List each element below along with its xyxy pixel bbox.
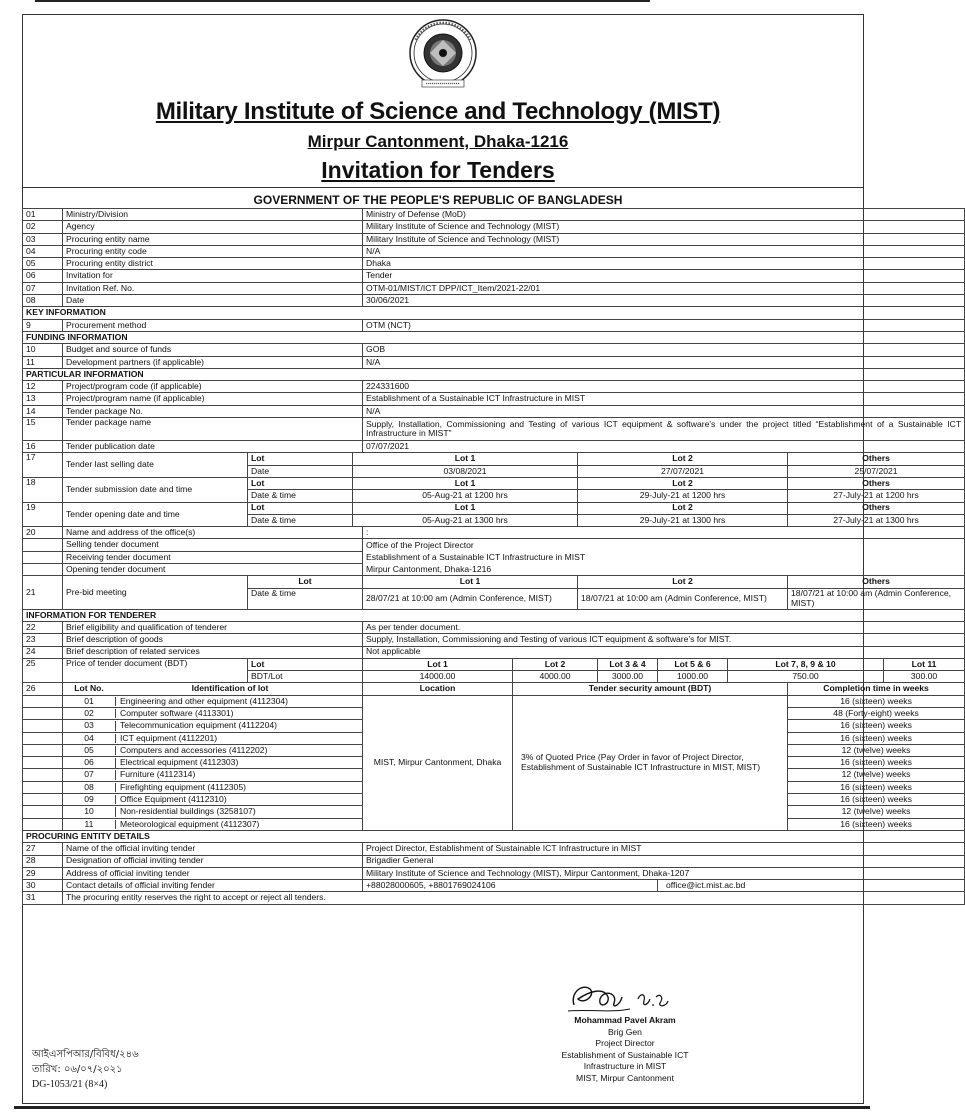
row-number: 05 <box>23 258 63 270</box>
table-cell <box>23 806 63 818</box>
row-label: Tender package name <box>63 418 363 441</box>
table-cell <box>23 551 63 563</box>
bottom-rule <box>14 1106 870 1109</box>
lot-ident: Telecommunication equipment (4112204) <box>120 720 278 731</box>
row-30 <box>23 880 965 892</box>
lot-weeks: 12 (twelve) weeks <box>788 769 965 781</box>
document-title: Invitation for Tenders <box>321 157 555 183</box>
section-heading: PROCURING ENTITY DETAILS <box>23 830 965 842</box>
price-value: 14000.00 <box>363 671 513 683</box>
row-value: N/A <box>363 405 965 417</box>
row-value: Establishment of a Sustainable ICT Infrastructure in MIST <box>363 393 965 405</box>
row-number: 29 <box>23 867 63 879</box>
row-number: 12 <box>23 381 63 393</box>
row-07 <box>23 282 965 294</box>
row-number: 20 <box>23 527 63 539</box>
lot-number: 11 <box>63 820 116 829</box>
section-funding-information <box>23 331 965 343</box>
table-cell <box>23 781 63 793</box>
row-10 <box>23 344 965 356</box>
row-label: Receiving tender document <box>63 551 363 563</box>
table-cell <box>63 732 363 744</box>
row-value: GOB <box>363 344 965 356</box>
lot-weeks: 16 (sixteen) weeks <box>788 818 965 830</box>
lot-number: 04 <box>63 734 116 743</box>
signatory-project-line2: Infrastructure in MIST <box>583 1061 667 1072</box>
price-value: 750.00 <box>728 671 884 683</box>
table-cell <box>23 769 63 781</box>
lot1-header: Lot 1 <box>353 502 578 514</box>
lot-number: 03 <box>63 721 116 730</box>
row-04 <box>23 245 965 257</box>
row-label: Name and address of the office(s) <box>63 527 363 539</box>
row-value: As per tender document. <box>363 621 965 633</box>
row-18-header <box>23 477 965 489</box>
lot-label: Lot <box>248 576 363 588</box>
row-label: Project/program code (if applicable) <box>63 381 363 393</box>
lot-weeks: 12 (twelve) weeks <box>788 806 965 818</box>
row-label: Project/program name (if applicable) <box>63 393 363 405</box>
row-label: Contact details of official inviting fender <box>63 880 363 892</box>
price-value: 1000.00 <box>658 671 728 683</box>
lot-ident: Meteorological equipment (4112307) <box>120 818 260 829</box>
row-05 <box>23 258 965 270</box>
row-number: 28 <box>23 855 63 867</box>
row-number: 06 <box>23 270 63 282</box>
row-label: Designation of official inviting tender <box>63 855 363 867</box>
row-number: 08 <box>23 295 63 307</box>
lot-ident: Electrical equipment (4112303) <box>120 757 239 768</box>
row-label: Ministry/Division <box>63 209 363 221</box>
header-divider <box>22 187 864 188</box>
table-cell <box>23 818 63 830</box>
government-heading: GOVERNMENT OF THE PEOPLE'S REPUBLIC OF BANGLADESH <box>253 193 623 207</box>
table-cell <box>23 695 63 707</box>
row-02 <box>23 221 965 233</box>
row-value: Military Institute of Science and Technology (MIST) <box>363 233 965 245</box>
row-label: Tender submission date and time <box>63 477 248 502</box>
sub-label: Date <box>248 465 353 477</box>
row-number: 24 <box>23 646 63 658</box>
row-number: 15 <box>23 418 63 441</box>
location-header: Location <box>363 683 513 695</box>
lot-number: 08 <box>63 783 116 792</box>
row-number: 31 <box>23 892 63 904</box>
row-label: Procurement method <box>63 319 363 331</box>
row-label: Brief eligibility and qualification of tenderer <box>63 621 363 633</box>
row-22 <box>23 621 965 633</box>
row-number: 03 <box>23 233 63 245</box>
lot-weeks: 16 (sixteen) weeks <box>788 757 965 769</box>
row-20-selling <box>23 539 965 551</box>
row-number: 23 <box>23 634 63 646</box>
row-value: Brigadier General <box>363 855 965 867</box>
table-cell <box>23 757 63 769</box>
lot-number: 07 <box>63 770 116 779</box>
price-lot-header: Lot 11 <box>884 658 965 670</box>
row-06 <box>23 270 965 282</box>
sub-label: Date & time <box>248 490 353 502</box>
table-cell <box>63 683 363 695</box>
lot-label: Lot <box>248 502 353 514</box>
row-value: N/A <box>363 245 965 257</box>
row-value: Military Institute of Science and Technology (MIST), Mirpur Cantonment, Dhaka-1207 <box>363 867 965 879</box>
row-label: Address of official inviting tender <box>63 867 363 879</box>
price-lot-header: Lot 7, 8, 9 & 10 <box>728 658 884 670</box>
others-header: Others <box>788 477 965 489</box>
lot-ident: Non-residential buildings (3258107) <box>120 806 256 817</box>
table-cell <box>23 744 63 756</box>
row-label: Pre-bid meeting <box>63 576 248 609</box>
row-label: Development partners (if applicable) <box>63 356 363 368</box>
lot-weeks: 16 (sixteen) weeks <box>788 781 965 793</box>
signatory-block <box>540 1015 710 1085</box>
row-12 <box>23 381 965 393</box>
completion-header: Completion time in weeks <box>788 683 965 695</box>
memo-date: তারিখ: ০৬/০৭/২০২১ <box>32 1064 123 1075</box>
table-cell <box>23 564 63 576</box>
section-particular-information <box>23 368 965 380</box>
row-number: 17 <box>23 453 63 478</box>
row-number: 02 <box>23 221 63 233</box>
others-header: Others <box>788 453 965 465</box>
row-25-header <box>23 658 965 670</box>
row-label: Agency <box>63 221 363 233</box>
table-cell <box>63 794 363 806</box>
row-value: : <box>363 527 965 539</box>
lot-number: 02 <box>63 709 116 718</box>
row-08 <box>23 295 965 307</box>
row-03 <box>23 233 965 245</box>
row-19-header <box>23 502 965 514</box>
lot1-header: Lot 1 <box>363 576 578 588</box>
others-value: 27-July-21 at 1200 hrs <box>788 490 965 502</box>
table-cell <box>63 806 363 818</box>
lot-number: 06 <box>63 758 116 767</box>
section-heading: KEY INFORMATION <box>23 307 965 319</box>
lot-label: Lot <box>248 477 353 489</box>
row-label: Tender publication date <box>63 441 363 453</box>
memo-block <box>32 1047 139 1092</box>
row-value: Project Director, Establishment of Sustainable ICT Infrastructure in MIST <box>363 843 965 855</box>
row-24 <box>23 646 965 658</box>
price-lot-header: Lot 1 <box>363 658 513 670</box>
signatory-title: Project Director <box>595 1038 655 1049</box>
table-cell <box>63 720 363 732</box>
lot-ident: Engineering and other equipment (4112304) <box>120 695 289 706</box>
row-value: 224331600 <box>363 381 965 393</box>
table-cell <box>63 769 363 781</box>
row-number: 04 <box>23 245 63 257</box>
price-value: 3000.00 <box>598 671 658 683</box>
lot-number: 01 <box>63 697 116 706</box>
row-number: 14 <box>23 405 63 417</box>
row-label: Tender package No. <box>63 405 363 417</box>
lot2-header: Lot 2 <box>578 453 788 465</box>
price-lot-header: Lot 3 & 4 <box>598 658 658 670</box>
section-information-for-tenderer <box>23 609 965 621</box>
lot-weeks: 16 (sixteen) weeks <box>788 695 965 707</box>
lot-ident: Office Equipment (4112310) <box>120 794 227 804</box>
lot-ident: ICT equipment (4112201) <box>120 732 218 743</box>
table-cell <box>63 757 363 769</box>
row-20 <box>23 527 965 539</box>
row-value: Dhaka <box>363 258 965 270</box>
row-number: 16 <box>23 441 63 453</box>
memo-ref: আইএসপিআর/বিবিধ/২৪৬ <box>32 1049 139 1060</box>
row-31 <box>23 892 965 904</box>
row-number: 11 <box>23 356 63 368</box>
row-11 <box>23 356 965 368</box>
row-number: 10 <box>23 344 63 356</box>
price-lot-header: Lot 2 <box>513 658 598 670</box>
row-number: 25 <box>23 658 63 683</box>
signatory-project-line1: Establishment of Sustainable ICT <box>561 1049 689 1060</box>
table-cell <box>63 781 363 793</box>
lot-ident: Computer software (4113301) <box>120 707 234 718</box>
row-label: Selling tender document <box>63 539 363 551</box>
row-value: Office of the Project Director <box>363 539 965 551</box>
lot-security: 3% of Quoted Price (Pay Order in favor of Project Director, Establishment of Sustainable ICT Infrastructure in MIST, MIST) <box>513 695 788 830</box>
row-value: Ministry of Defense (MoD) <box>363 209 965 221</box>
row-29 <box>23 867 965 879</box>
lot-weeks: 16 (sixteen) weeks <box>788 794 965 806</box>
row-label: Brief description of related services <box>63 646 363 658</box>
lot-ident: Computers and accessories (4112202) <box>120 744 268 755</box>
signatory-name: Mohammad Pavel Akram <box>574 1015 676 1025</box>
lot1-header: Lot 1 <box>353 453 578 465</box>
lot1-header: Lot 1 <box>353 477 578 489</box>
mist-crest-logo <box>406 18 480 92</box>
row-value: OTM (NCT) <box>363 319 965 331</box>
row-17-header <box>23 453 965 465</box>
row-13 <box>23 393 965 405</box>
lot2-value: 27/07/2021 <box>578 465 788 477</box>
table-cell <box>63 744 363 756</box>
contact-email: office@ict.mist.ac.bd <box>658 880 965 892</box>
lot1-value: 28/07/21 at 10:00 am (Admin Conference, MIST) <box>363 588 578 609</box>
table-cell <box>23 720 63 732</box>
lot-number: 09 <box>63 795 116 804</box>
lot1-value: 05-Aug-21 at 1300 hrs <box>353 514 578 526</box>
row-label: Procuring entity district <box>63 258 363 270</box>
section-key-information <box>23 307 965 319</box>
row-value: N/A <box>363 356 965 368</box>
row-number: 18 <box>23 477 63 502</box>
row-value: 07/07/2021 <box>363 441 965 453</box>
sub-label: Date & time <box>248 588 363 609</box>
sub-label: BDT/Lot <box>248 671 363 683</box>
lot1-value: 03/08/2021 <box>353 465 578 477</box>
table-cell <box>63 707 363 719</box>
top-rule <box>35 0 650 2</box>
lot-weeks: 48 (Forty-eight) weeks <box>788 707 965 719</box>
section-procuring-entity-details <box>23 830 965 842</box>
row-20-receiving <box>23 551 965 563</box>
row-21-header <box>23 576 965 588</box>
others-header: Others <box>788 576 965 588</box>
row-number: 30 <box>23 880 63 892</box>
section-heading: FUNDING INFORMATION <box>23 331 965 343</box>
others-header: Others <box>788 502 965 514</box>
lot1-value: 05-Aug-21 at 1200 hrs <box>353 490 578 502</box>
row-number: 27 <box>23 843 63 855</box>
row-label: Budget and source of funds <box>63 344 363 356</box>
sub-label: Date & time <box>248 514 353 526</box>
lot-weeks: 12 (twelve) weeks <box>788 744 965 756</box>
row-26-header <box>23 683 965 695</box>
row-label: Date <box>63 295 363 307</box>
row-value: Not applicable <box>363 646 965 658</box>
lot-weeks: 16 (sixteen) weeks <box>788 732 965 744</box>
lot-label: Lot <box>248 453 353 465</box>
lot-weeks: 16 (sixteen) weeks <box>788 720 965 732</box>
row-label: Price of tender document (BDT) <box>63 658 248 683</box>
price-value: 4000.00 <box>513 671 598 683</box>
ident-header: Identification of lot <box>191 683 269 694</box>
row-label: Invitation for <box>63 270 363 282</box>
lot-ident: Furniture (4112314) <box>120 769 196 780</box>
row-value: +88028000605, +8801769024106 <box>363 880 658 892</box>
row-14 <box>23 405 965 417</box>
table-cell <box>63 695 363 707</box>
lot2-value: 29-July-21 at 1300 hrs <box>578 514 788 526</box>
row-number: 19 <box>23 502 63 527</box>
row-value: Military Institute of Science and Technology (MIST) <box>363 221 965 233</box>
row-value: Supply, Installation, Commissioning and Testing of various ICT equipment & software's for MIST. <box>363 634 965 646</box>
row-number: 9 <box>23 319 63 331</box>
row-16 <box>23 441 965 453</box>
row-value: Mirpur Cantonment, Dhaka-1216 <box>363 564 965 576</box>
row-label: Opening tender document <box>63 564 363 576</box>
row-label: Invitation Ref. No. <box>63 282 363 294</box>
lot-location: MIST, Mirpur Cantonment, Dhaka <box>363 695 513 830</box>
lot-row <box>23 695 965 707</box>
signatory-place: MIST, Mirpur Cantonment <box>576 1072 674 1083</box>
row-09 <box>23 319 965 331</box>
row-value: OTM-01/MIST/ICT DPP/ICT_Item/2021-22/01 <box>363 282 965 294</box>
row-value: Supply, Installation, Commissioning and Testing of various ICT equipment & software's under the project titled “Establishment of a Sustainable ICT Infrastructure in MIST” <box>363 418 965 441</box>
lot2-value: 29-July-21 at 1200 hrs <box>578 490 788 502</box>
signatory-rank: Brig Gen <box>608 1026 642 1037</box>
row-value: Establishment of a Sustainable ICT Infrastructure in MIST <box>363 551 965 563</box>
section-heading: INFORMATION FOR TENDERER <box>23 609 965 621</box>
security-header: Tender security amount (BDT) <box>513 683 788 695</box>
table-cell <box>23 539 63 551</box>
row-28 <box>23 855 965 867</box>
table-cell <box>23 794 63 806</box>
row-label: Name of the official inviting tender <box>63 843 363 855</box>
tender-table <box>22 208 965 905</box>
row-15 <box>23 418 965 441</box>
row-value: Tender <box>363 270 965 282</box>
institute-address: Mirpur Cantonment, Dhaka-1216 <box>307 132 569 151</box>
lot2-value: 18/07/21 at 10:00 am (Admin Conference, MIST) <box>578 588 788 609</box>
others-value: 25/07/2021 <box>788 465 965 477</box>
lot2-header: Lot 2 <box>578 477 788 489</box>
row-value: 30/06/2021 <box>363 295 965 307</box>
memo-dg: DG-1053/21 (8×4) <box>32 1079 108 1090</box>
row-23 <box>23 634 965 646</box>
row-label: Tender last selling date <box>63 453 248 478</box>
row-01 <box>23 209 965 221</box>
row-number: 13 <box>23 393 63 405</box>
lot-number: 05 <box>63 746 116 755</box>
row-label: The procuring entity reserves the right to accept or reject all tenders. <box>63 892 965 904</box>
others-value: 18/07/21 at 10:00 am (Admin Conference, MIST) <box>788 588 965 609</box>
row-number: 22 <box>23 621 63 633</box>
table-cell <box>63 818 363 830</box>
lot-ident: Firefighting equipment (4112305) <box>120 781 246 792</box>
price-lot-header: Lot 5 & 6 <box>658 658 728 670</box>
lot-label: Lot <box>248 658 363 670</box>
table-cell <box>23 707 63 719</box>
row-label: Brief description of goods <box>63 634 363 646</box>
price-value: 300.00 <box>884 671 965 683</box>
row-label: Procuring entity code <box>63 245 363 257</box>
row-20-opening <box>23 564 965 576</box>
others-value: 27-July-21 at 1300 hrs <box>788 514 965 526</box>
row-number: 07 <box>23 282 63 294</box>
row-number: 26 <box>23 683 63 695</box>
row-number: 21 <box>23 576 63 609</box>
lotno-header: Lot No. <box>74 683 104 694</box>
row-label: Tender opening date and time <box>63 502 248 527</box>
row-number: 01 <box>23 209 63 221</box>
section-heading: PARTICULAR INFORMATION <box>23 368 965 380</box>
lot2-header: Lot 2 <box>578 502 788 514</box>
institute-name: Military Institute of Science and Technology (MIST) <box>155 98 721 125</box>
table-cell <box>23 732 63 744</box>
row-27 <box>23 843 965 855</box>
lot2-header: Lot 2 <box>578 576 788 588</box>
row-label: Procuring entity name <box>63 233 363 245</box>
lot-number: 10 <box>63 807 116 816</box>
